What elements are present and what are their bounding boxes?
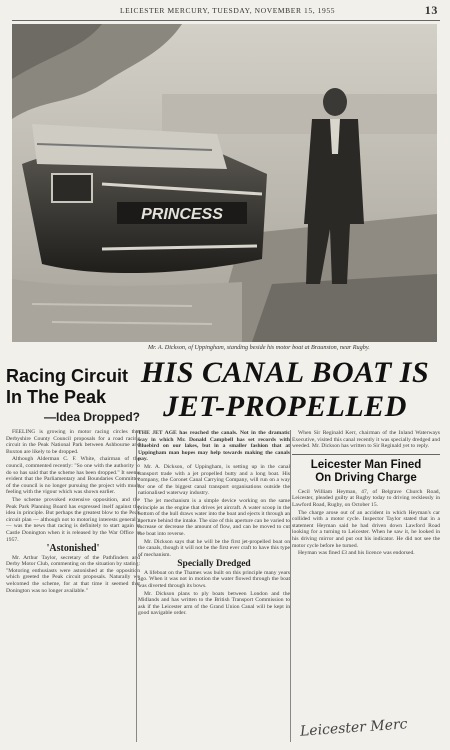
news-photo <box>12 24 437 342</box>
story-body <box>6 429 140 594</box>
photo-caption: Mr. A. Dickson, of Uppingham, standing beside his motor boat at Braunston, near Rugby. <box>148 344 370 351</box>
story-paragraph: The scheme provoked extensive opposition, and the Peak Park Planning Board has expressed itself against the idea in principle. But perhaps the greatest blow to the Peak circuit plan — although not to motoring interests generally — was the news that racing is definitely to start again at Castle Donington when it is released by the War Office in 1957. <box>6 496 140 543</box>
main-headline <box>130 356 440 424</box>
top-rule <box>12 20 440 21</box>
canal-story-paragraph: A lifeboat on the Thames was built on this principle many years ago. When it was not in motion the water flowed through the boat was diverted through its bows. <box>138 569 290 590</box>
canal-story-paragraph: The jet mechanism is a simple device working on the same principle as the engine that drives jet aircraft. A water scoop in the bottom of the hull draws water into the boat and ejects it through an aperture behind the intake. The size of this aperture can be varied to increase or decrease the amount of flow, and can be moved to cut the boat into reverse. <box>138 497 290 537</box>
canal-story-paragraph: Mr. Dickson plans to ply boats between London and the Midlands and has written to the British Transport Commission to ask if the Leicester arm of the Grand Union Canal will be kept in good navigable order. <box>138 590 290 617</box>
driving-headline-line-2: On Driving Charge <box>315 471 417 484</box>
story-paragraph: Mr. Arthur Taylor, secretary of the Pathfinders and Derby Motor Club, commenting on the situation by stating: "Motoring enthusiasts were astonished at the opposition which greeted the Peak circuit proposals. Naturally we welcomed the scheme, for at that time it seemed that Donington was no longer available." <box>6 554 140 594</box>
canal-story-paragraph: Mr. A. Dickson, of Uppingham, is setting up in the canal transport trade with a jet propelled butty and a long boat. His company, the Coronet Canal Carrying Company, will run on a way for one of the biggest canal transport organisations outside the nationalised waterway industry. <box>138 463 290 497</box>
driving-story-paragraph: Heyman was fined £3 and his licence was endorsed. <box>298 550 415 557</box>
column-divider <box>290 430 291 742</box>
racing-circuit-story <box>6 366 140 595</box>
column-divider <box>136 430 137 742</box>
canal-boat-photo <box>12 24 437 342</box>
story-paragraph: FEELING is growing in motor racing circles that Derbyshire County Council proposals for a road racing circuit in the Peak National Park between Ashbourne and Buxton are likely to be dropped. <box>6 429 140 455</box>
story-headline-line-2: In The Peak <box>6 387 107 407</box>
story-headline-line-1: Racing Circuit <box>6 366 129 386</box>
driving-charge-headline <box>292 454 440 485</box>
canal-story-continuation <box>292 430 440 450</box>
story-subheadline: —Idea Dropped? <box>43 410 140 424</box>
masthead-line: LEICESTER MERCURY, TUESDAY, NOVEMBER 15, 1955 <box>120 6 336 15</box>
page-number: 13 <box>424 3 438 17</box>
canal-boat-story <box>138 430 290 618</box>
canal-story-body <box>138 430 290 617</box>
driving-story-body <box>292 489 440 557</box>
canal-story-lead: THE JET AGE has reached the canals. Not in the dramatic way in which Mr. Donald Campbell has set records with Bluebird on our lakes, but in a smaller fashion that at Uppingham man hopes may help towards making the canals pay. <box>138 430 290 463</box>
driving-story-paragraph: The charge arose out of an accident in which Heyman's car collided with a motor cycle. Inspector Taylor stated that in a statement Heyman said he had driven down Lawford Road looking for a turning to Leicester. When he saw it, he looked in his driving mirror and put out his indicator. He did not see the motor cycle before he turned. <box>292 509 440 549</box>
boat-name-text: PRINCESS <box>141 206 223 223</box>
canal-story-subheading: Specially Dredged <box>177 559 251 570</box>
canal-story-paragraph: When Sir Reginald Kerr, chairman of the Inland Waterways Executive, visited this canal recently it was specially dredged and weeded. Mr. Dickson has written to Sir Reginald yet to reply. <box>292 430 440 450</box>
story-inline-heading: 'Astonished' <box>46 543 100 555</box>
driving-headline-line-1: Leicester Man Fined <box>310 458 422 471</box>
driving-story-paragraph: Cecil William Heyman, 47, of Belgrave Church Road, Leicester, pleaded guilty at Rugby today to driving recklessly in Lawford Road, Rugby, on October 15. <box>292 488 440 508</box>
headline-line-2: JET-PROPELLED <box>163 390 407 423</box>
handwritten-annotation: Leicester Merc <box>299 716 409 740</box>
masthead <box>120 3 438 17</box>
story-paragraph: Although Alderman C. F. White, chairman of the council, commented recently: "So one with the authority to do so has said that the scheme has been dropped." It seems evident that the Parliamentary and Boundaries Committee of the council is no longer pursuing the project with much feeling with the vigour which was shown earlier. <box>6 456 140 496</box>
right-column <box>292 430 440 558</box>
headline-line-1: HIS CANAL BOAT IS <box>140 356 430 389</box>
canal-story-paragraph: Mr. Dickson says that he will be the first jet-propelled boat on the canals, though it will not be the first ever craft to have this type of mechanism. <box>138 538 290 558</box>
